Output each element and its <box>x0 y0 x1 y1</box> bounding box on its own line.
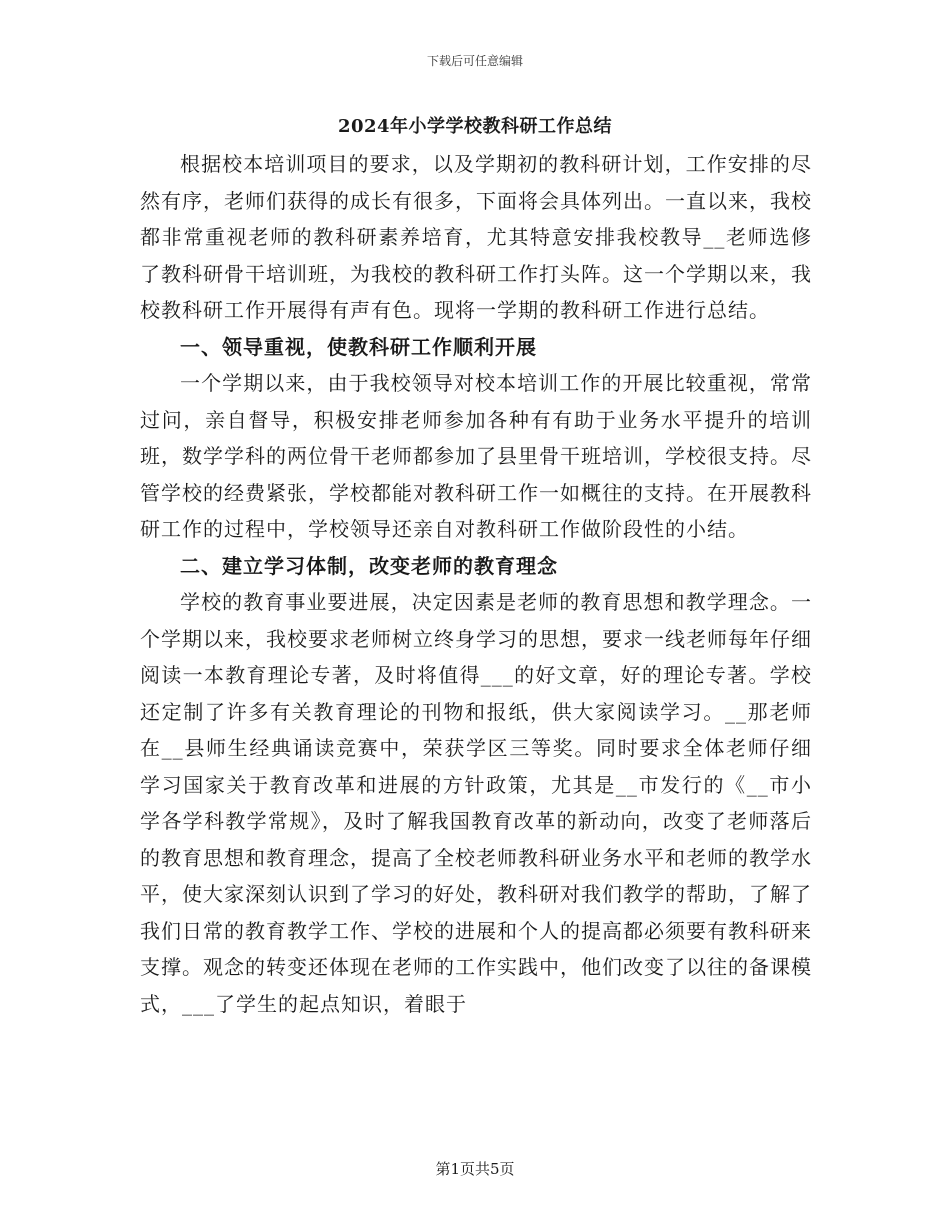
section-heading-1: 一、领导重视，使教科研工作顺利开展 <box>180 334 537 359</box>
intro-paragraph: 根据校本培训项目的要求，以及学期初的教科研计划，工作安排的尽然有序，老师们获得的成长有很多，下面将会具体列出。一直以来，我校都非常重视老师的教科研素养培育，尤其特意安排我校教导__老师选修了教科研骨干培训班，为我校的教科研工作打头阵。这一个学期以来，我校教科研工作开展得有声有色。现将一学期的教科研工作进行总结。 <box>140 152 812 322</box>
section-1-paragraph: 一个学期以来，由于我校领导对校本培训工作的开展比较重视，常常过问，亲自督导，积极安排老师参加各种有有助于业务水平提升的培训班，数学学科的两位骨干老师都参加了县里骨干班培训，学校很支持。尽管学校的经费紧张，学校都能对教科研工作一如概往的支持。在开展教科研工作的过程中，学校领导还亲自对教科研工作做阶段性的小结。 <box>140 371 812 541</box>
page-footer: 第1页共5页 <box>435 1160 515 1178</box>
header-note: 下载后可任意编辑 <box>426 54 523 68</box>
section-2-paragraph: 学校的教育事业要进展，决定因素是老师的教育思想和教学理念。一个学期以来，我校要求老师树立终身学习的思想，要求一线老师每年仔细阅读一本教育理论专著，及时将值得___的好文章，好的理论专著。学校还定制了许多有关教育理论的刊物和报纸，供大家阅读学习。__那老师在__县师生经典诵读竞赛中，荣获学区三等奖。同时要求全体老师仔细学习国家关于教育改革和进展的方针政策，尤其是__市发行的《__市小学各学科教学常规》，及时了解我国教育改革的新动向，改变了老师落后的教育思想和教育理念，提高了全校老师教科研业务水平和老师的教学水平，使大家深刻认识到了学习的好处，教科研对我们教学的帮助，了解了我们日常的教育教学工作、学校的进展和个人的提高都必须要有教科研来支撑。观念的转变还体现在老师的工作实践中，他们改变了以往的备课模式，___了学生的起点知识，着眼于 <box>140 590 812 1016</box>
section-heading-2: 二、建立学习体制，改变老师的教育理念 <box>180 553 558 578</box>
document-body <box>140 146 812 1022</box>
document-title: 2024年小学学校教科研工作总结 <box>337 116 613 137</box>
